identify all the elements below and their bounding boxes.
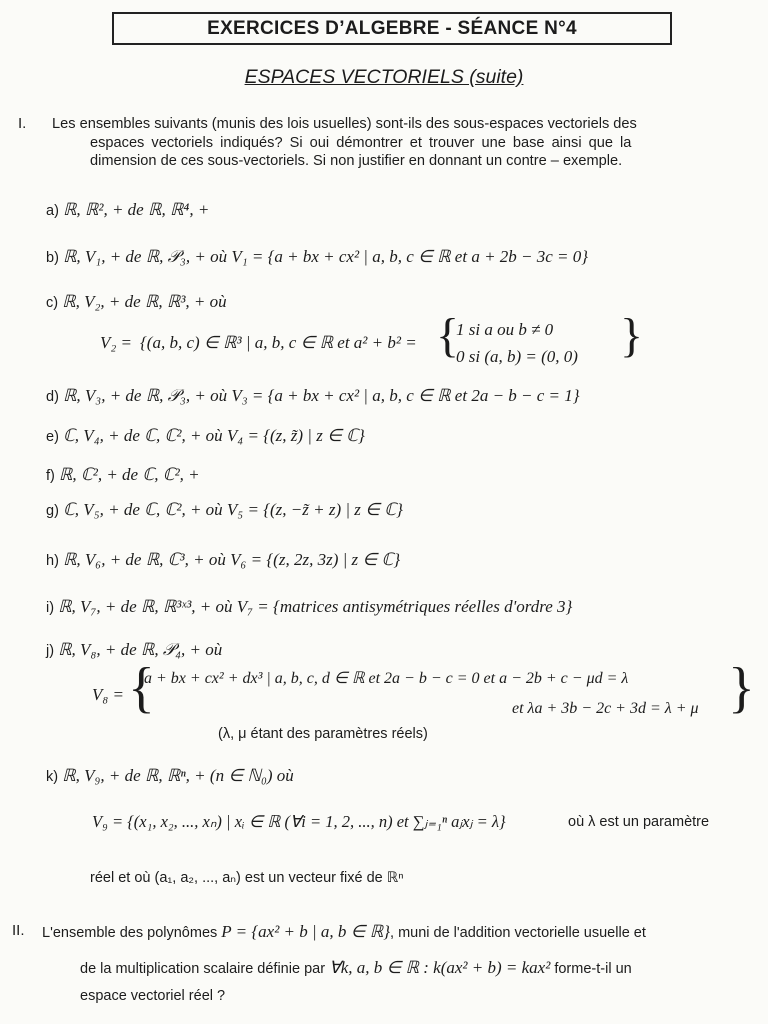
exercise-label: e) xyxy=(46,429,59,445)
exercise-text: ℝ, ℂ², + de ℂ, ℂ², + xyxy=(58,465,200,484)
exercise-text: ℝ, V₆, + de ℝ, ℂ³, + où V₆ = {(z, 2z, 3z) | z ∈ ℂ} xyxy=(62,550,401,569)
section-2-line-3: espace vectoriel réel ? xyxy=(80,988,226,1004)
q2-text-a: L'ensemble des polynômes xyxy=(42,925,218,941)
exercise-label: d) xyxy=(46,389,59,405)
q2-math-b: ∀k, a, b ∈ ℝ : k(ax² + b) = kax² xyxy=(329,958,551,977)
exercise-text: ℝ, V₈, + de ℝ, 𝒫₄, + où xyxy=(58,640,223,659)
exercise-label: f) xyxy=(46,468,55,484)
intro-line-2: espaces vectoriels indiqués? Si oui démontrer et trouver une base ainsi que la xyxy=(90,134,632,151)
j-close-brace: } xyxy=(728,657,755,719)
section-1-numeral: I. xyxy=(18,115,27,132)
q2-text-c: de la multiplication scalaire définie par xyxy=(80,961,326,977)
intro-line-1: Les ensembles suivants (munis des lois usuelles) sont-ils des sous-espaces vectoriels des xyxy=(52,116,637,132)
exercise-text: ℂ, V₅, + de ℂ, ℂ², + où V₅ = {(z, −z̃ + z) | z ∈ ℂ} xyxy=(62,500,403,519)
j-open-brace: { xyxy=(128,657,155,719)
q2-text-b: , muni de l'addition vectorielle usuelle et xyxy=(390,925,646,941)
exercise-b xyxy=(46,247,588,267)
exercise-text: ℝ, ℝ², + de ℝ, ℝ⁴, + xyxy=(62,200,210,219)
j-lhs: V₈ = xyxy=(92,685,125,704)
exercise-h xyxy=(46,550,400,570)
intro-line-3: dimension de ces sous-vectoriels. Si non justifier en donnant un contre – exemple. xyxy=(90,153,623,169)
c-cases-brace: { xyxy=(436,309,460,362)
exercise-label: i) xyxy=(46,600,55,616)
j-line-1: a + bx + cx² + dx³ | a, b, c, d ∈ ℝ et 2a − b − c = 0 et a − 2b + c − μd = λ xyxy=(144,670,629,687)
k-line-2: réel et où (a₁, a₂, ..., aₙ) est un vecteur fixé de ℝⁿ xyxy=(90,870,404,886)
exercise-d xyxy=(46,386,580,406)
exercise-f xyxy=(46,465,200,485)
exercise-k xyxy=(46,766,294,786)
page-title: EXERCICES D’ALGEBRE - SÉANCE N°4 xyxy=(207,17,577,39)
exercise-label: c) xyxy=(46,295,59,311)
title-box xyxy=(112,12,672,45)
exercise-e xyxy=(46,426,365,446)
section-2-line-1 xyxy=(42,922,646,942)
exercise-text: ℂ, V₄, + de ℂ, ℂ², + où V₄ = {(z, z̃) | z ∈ ℂ} xyxy=(62,426,365,445)
section-2-numeral: II. xyxy=(12,922,25,939)
exercise-a xyxy=(46,200,209,220)
q2-text-d: forme-t-il un xyxy=(554,961,632,977)
exercise-c xyxy=(46,292,227,312)
c-case-1: 1 si a ou b ≠ 0 xyxy=(456,320,554,339)
c-set: {(a, b, c) ∈ ℝ³ | a, b, c ∈ ℝ et a² + b² = xyxy=(140,333,417,352)
j-note: (λ, μ étant des paramètres réels) xyxy=(218,726,428,742)
exercise-label: g) xyxy=(46,503,59,519)
c-case-2: 0 si (a, b) = (0, 0) xyxy=(456,347,578,366)
exercise-g xyxy=(46,500,403,520)
j-line-2: et λa + 3b − 2c + 3d = λ + μ xyxy=(512,700,699,717)
exercise-text: ℝ, V₁, + de ℝ, 𝒫₃, + où V₁ = {a + bx + cx² | a, b, c ∈ ℝ et a + 2b − 3c = 0} xyxy=(62,247,589,266)
page-subtitle: ESPACES VECTORIELS (suite) xyxy=(244,66,524,88)
exercise-label: j) xyxy=(46,643,55,659)
exercise-text: ℝ, V₂, + de ℝ, ℝ³, + où xyxy=(62,292,227,311)
exercise-label: a) xyxy=(46,203,59,219)
exercise-text: ℝ, V₇, + de ℝ, ℝ³ˣ³, + où V₇ = {matrices antisymétriques réelles d'ordre 3} xyxy=(58,597,573,616)
section-2-line-2 xyxy=(80,958,632,978)
c-lhs: V₂ = xyxy=(100,333,133,352)
exercise-label: k) xyxy=(46,769,59,785)
exercise-label: h) xyxy=(46,553,59,569)
exercise-text: ℝ, V₃, + de ℝ, 𝒫₃, + où V₃ = {a + bx + cx² | a, b, c ∈ ℝ et 2a − b − c = 1} xyxy=(62,386,580,405)
q2-math-a: P = {ax² + b | a, b ∈ ℝ} xyxy=(221,922,391,941)
c-close-brace: } xyxy=(620,309,644,362)
k-trail: où λ est un paramètre xyxy=(568,814,710,830)
exercise-i xyxy=(46,597,572,617)
section-1-intro xyxy=(52,115,752,171)
exercise-label: b) xyxy=(46,250,59,266)
exercise-text: ℝ, V₉, + de ℝ, ℝⁿ, + (n ∈ ℕ₀) où xyxy=(62,766,294,785)
k-formula: V₉ = {(x₁, x₂, ..., xₙ) | xᵢ ∈ ℝ (∀i = 1, 2, ..., n) et ∑ⱼ₌₁ⁿ aⱼxⱼ = λ} xyxy=(92,812,506,831)
